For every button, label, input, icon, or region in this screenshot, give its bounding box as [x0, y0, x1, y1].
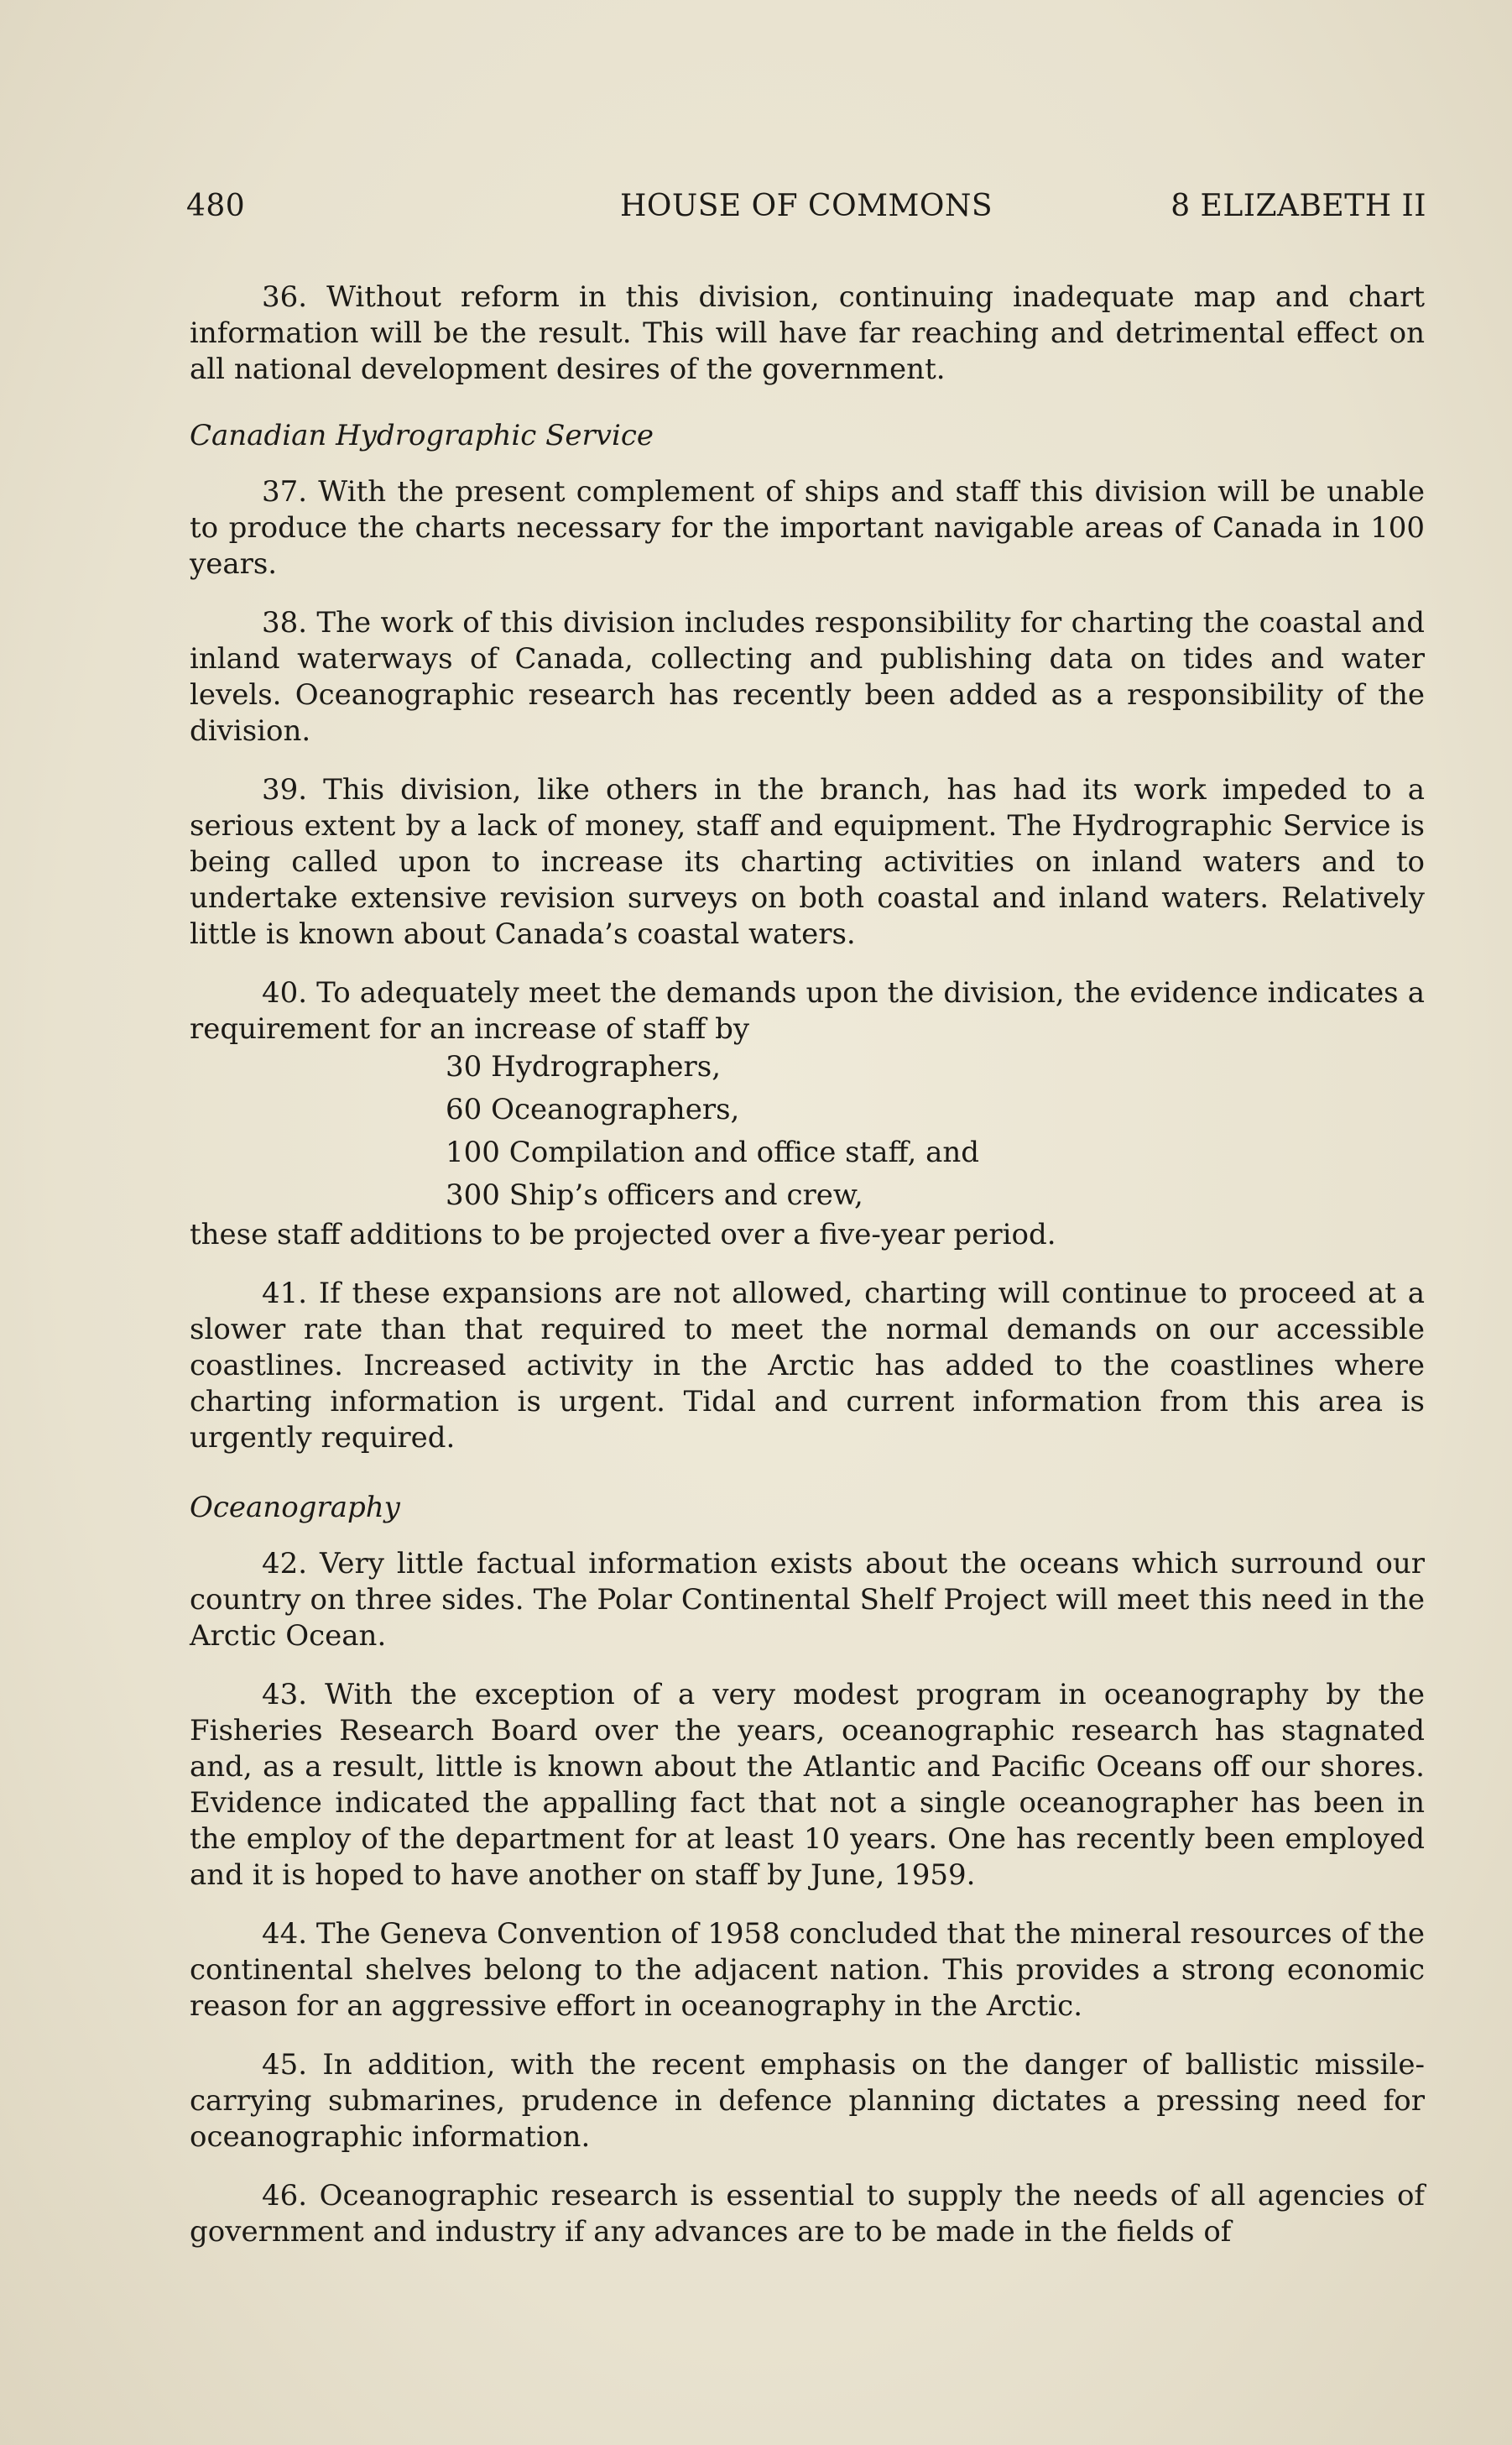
- session-title: 8 ELIZABETH II: [1170, 189, 1426, 223]
- paragraph-40: 40. To adequately meet the demands upon the division, the evidence indicates a requirement for an increase of staff by: [190, 976, 1425, 1046]
- list-item: 300 Ship’s officers and crew,: [446, 1178, 863, 1212]
- section-heading-oceanography: Oceanography: [190, 1491, 400, 1524]
- paragraph-39: 39. This division, like others in the branch, has had its work impeded to a serious extent by a lack of money, staff and equipment. The Hydrographic Service is being called upon to increase its charting activities on inland waters and to undertake extensive revision surveys on both coastal and inland waters. Relatively little is known about Canada’s coastal waters.: [190, 773, 1425, 951]
- paragraph-37: 37. With the present complement of ships and staff this division will be unable to produce the charts necessary for the important navigable areas of Canada in 100 years.: [190, 475, 1425, 581]
- running-title: HOUSE OF COMMONS: [619, 189, 993, 223]
- paragraph-40-tail: these staff additions to be projected over a five-year period.: [190, 1218, 1056, 1251]
- paragraph-44: 44. The Geneva Convention of 1958 concluded that the mineral resources of the continental shelves belong to the adjacent nation. This provides a strong economic reason for an aggressive effort in oceanography in the Arctic.: [190, 1917, 1425, 2023]
- paragraph-42: 42. Very little factual information exists about the oceans which surround our country on three sides. The Polar Continental Shelf Project will meet this need in the Arctic Ocean.: [190, 1547, 1425, 1653]
- paragraph-43: 43. With the exception of a very modest program in oceanography by the Fisheries Research Board over the years, oceanographic research has stagnated and, as a result, little is known about the Atlantic and Pacific Oceans off our shores. Evidence indicated the appalling fact that not a single oceanographer has been in the employ of the department for at least 10 years. One has recently been employed and it is hoped to have another on staff by June, 1959.: [190, 1678, 1425, 1892]
- paragraph-46: 46. Oceanographic research is essential to supply the needs of all agencies of government and industry if any advances are to be made in the fields of: [190, 2179, 1425, 2249]
- paragraph-36: 36. Without reform in this division, continuing inadequate map and chart information will be the result. This will have far reaching and detrimental effect on all national development desires of the government.: [190, 280, 1425, 386]
- paragraph-38: 38. The work of this division includes responsibility for charting the coastal and inland waterways of Canada, collecting and publishing data on tides and water levels. Oceanographic research has recently been added as a responsibility of the division.: [190, 606, 1425, 748]
- paragraph-45: 45. In addition, with the recent emphasis on the danger of ballistic missile-carrying submarines, prudence in defence planning dictates a pressing need for oceanographic information.: [190, 2048, 1425, 2154]
- page-body: [190, 280, 1425, 2273]
- page-number: 480: [186, 189, 246, 223]
- paragraph-41: 41. If these expansions are not allowed, charting will continue to proceed at a slower rate than that required to meet the normal demands on our accessible coastlines. Increased activity in the Arctic has added to the coastlines where charting information is urgent. Tidal and current information from this area is urgently required.: [190, 1277, 1425, 1455]
- page-header: [186, 189, 1426, 231]
- list-item: 100 Compilation and office staff, and: [446, 1136, 980, 1169]
- section-heading-hydrographic: Canadian Hydrographic Service: [190, 419, 654, 452]
- staff-increase-list: [190, 1046, 1425, 1217]
- list-item: 30 Hydrographers,: [446, 1050, 721, 1084]
- list-item: 60 Oceanographers,: [446, 1093, 740, 1126]
